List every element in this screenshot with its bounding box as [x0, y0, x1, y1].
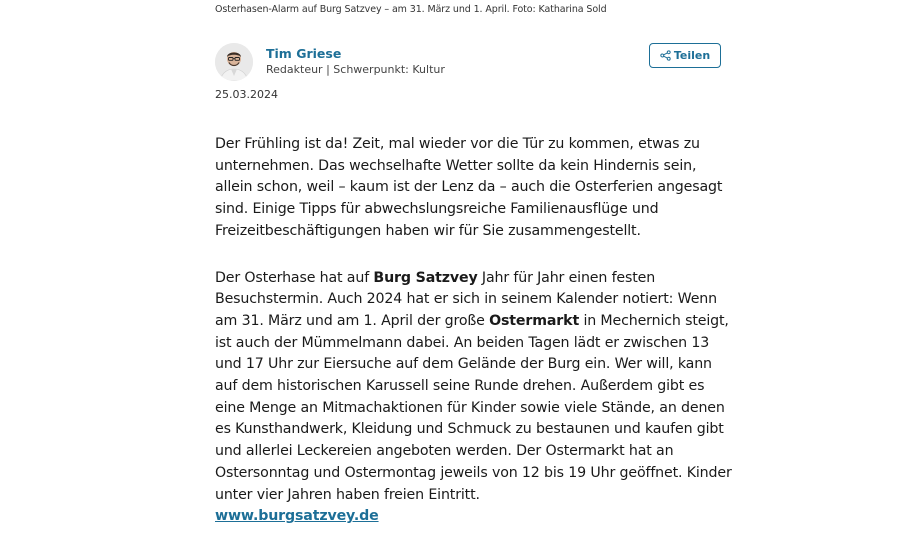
author-box — [215, 43, 721, 83]
text-segment: in Mechernich steigt, ist auch der Mümmelmann dabei. An beiden Tagen lädt er zwischen 13 und 17 Uhr zur Eiersuche auf dem Gelände der Burg ein. Wer will, kann auf dem historischen Karussell seine Runde drehen. Außerdem gibt es eine Menge an Mitmachaktionen für Kinder sowie viele Stände, an denen es Kunsthandwerk, Kleidung und Schmuck zu bestaunen und kaufen gibt und allerlei Leckereien angeboten werden. Der Ostermarkt hat an Ostersonntag und Ostermontag jeweils von 12 bis 19 Uhr geöffnet. Kinder unter vier Jahren haben freien Eintritt. — [215, 312, 732, 503]
bold-ostermarkt: Ostermarkt — [489, 312, 580, 329]
article-paragraph-burg-satzvey — [215, 268, 735, 528]
article-paragraph-intro: Der Frühling ist da! Zeit, mal wieder vor die Tür zu kommen, etwas zu unternehmen. Das wechselhafte Wetter sollte da kein Hindernis sein, allein schon, weil – kaum ist der Lenz da – auch die Osterferien angesagt sind. Einige Tipps für abwechslungsreiche Familienausflüge und Freizeitbeschäftigungen haben wir für Sie zusammengestellt. — [215, 136, 723, 239]
author-role: Redakteur | Schwerpunkt: Kultur — [266, 63, 445, 76]
publish-date: 25.03.2024 — [215, 88, 278, 101]
burgsatzvey-link[interactable]: www.burgsatzvey.de — [215, 508, 379, 525]
author-name[interactable]: Tim Griese — [266, 46, 342, 61]
text-segment: Jahr für Jahr einen festen Besuchstermin. Auch 2024 hat er sich in seinem Kalender notiert: Wenn am 31. März und am 1. April der große — [215, 269, 717, 329]
text-segment: Der Osterhase hat auf — [215, 269, 374, 286]
share-icon — [660, 50, 671, 61]
article-body — [215, 134, 735, 553]
author-avatar[interactable] — [215, 43, 253, 81]
author-photo — [215, 43, 253, 81]
bold-burg-satzvey: Burg Satzvey — [373, 269, 478, 286]
image-caption: Osterhasen-Alarm auf Burg Satzvey – am 31. März und 1. April. Foto: Katharina Sold — [215, 4, 607, 15]
share-button[interactable] — [649, 43, 721, 68]
share-label: Teilen — [673, 49, 711, 62]
